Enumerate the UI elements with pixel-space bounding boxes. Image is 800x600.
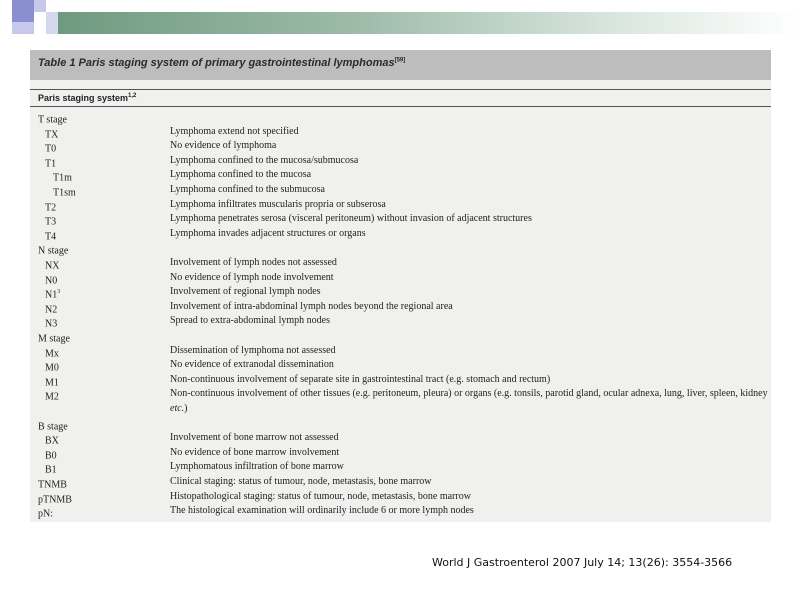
table-row — [30, 344, 771, 359]
staging-table — [30, 50, 771, 522]
table-row — [30, 314, 771, 329]
stage-code-text: N0 — [45, 274, 58, 286]
table-row — [30, 125, 771, 140]
decorative-square-small — [34, 0, 46, 12]
table-row — [30, 402, 771, 417]
stage-code-text: T1 — [45, 158, 57, 170]
top-decorative-band — [58, 12, 800, 34]
table-row — [30, 139, 771, 154]
citation: World J Gastroenterol 2007 July 14; 13(26): 3554-3566 — [432, 556, 733, 569]
stage-code-text: B1 — [45, 464, 57, 476]
table-header — [38, 93, 136, 103]
stage-description: The histological examination will ordinarily include 6 or more lymph nodes — [170, 505, 474, 517]
table-row — [30, 256, 771, 271]
table-row — [30, 212, 771, 227]
stage-description: No evidence of bone marrow involvement — [170, 446, 340, 458]
table-header-text: Paris staging system — [38, 93, 129, 103]
stage-code-text: M stage — [38, 333, 70, 345]
stage-description: Non-continuous involvement of separate site in gastrointestinal tract (e.g. stomach and rectum) — [170, 373, 551, 385]
stage-code-text: M1 — [45, 377, 59, 389]
stage-code-text: M0 — [45, 362, 59, 374]
table-title-text: Table 1 Paris staging system of primary gastrointestinal lymphomas — [38, 57, 395, 69]
stage-description: Clinical staging: status of tumour, node, metastasis, bone marrow — [170, 476, 432, 487]
stage-description: Involvement of regional lymph nodes — [170, 286, 321, 298]
stage-code-text: TNMB — [38, 479, 67, 491]
stage-code-text: NX — [45, 260, 60, 272]
stage-code-text: TX — [45, 128, 59, 140]
table-row — [30, 431, 771, 446]
table-title-bar — [30, 50, 771, 80]
header-rule-top — [30, 89, 771, 90]
etc-emphasis: etc. — [170, 402, 185, 414]
stage-description: Histopathological staging: status of tumour, node, metastasis, bone marrow — [170, 490, 471, 502]
stage-code-text: Mx — [45, 347, 59, 359]
table-row — [30, 110, 771, 125]
stage-description: Lymphoma confined to the submucosa — [170, 184, 325, 195]
table-row — [30, 387, 771, 414]
stage-description: Non-continuous involvement of other tissues (e.g. peritoneum, pleura) or organs (e.g. tonsils, parotid gland, ocular adnexa, lung, liver, spleen, kidney etc.) — [170, 388, 768, 414]
table-row — [30, 417, 771, 432]
stage-code-text: T1sm — [53, 187, 76, 199]
stage-code-text: T4 — [45, 231, 57, 243]
stage-code-text: M2 — [45, 391, 59, 403]
stage-description: Lymphoma confined to the mucosa/submucosa — [170, 154, 359, 166]
stage-code-text: T0 — [45, 143, 57, 155]
decorative-square-large — [12, 0, 34, 22]
stage-description: Lymphoma penetrates serosa (visceral peritoneum) without invasion of adjacent structures — [170, 213, 532, 225]
stage-code-text: N3 — [45, 318, 58, 330]
stage-description: No evidence of lymph node involvement — [170, 271, 334, 283]
table-title-reference: [59] — [394, 57, 406, 64]
stage-description: Lymphomatous infiltration of bone marrow — [170, 461, 344, 473]
table-row — [30, 198, 771, 213]
stage-code-text: B stage — [38, 420, 68, 432]
table-title — [38, 57, 405, 69]
stage-code-text: BX — [45, 435, 59, 447]
stage-description: No evidence of extranodal dissemination — [170, 359, 334, 371]
table-row — [30, 373, 771, 388]
table-row — [30, 227, 771, 242]
stage-code-text: N2 — [45, 304, 58, 316]
table-row — [30, 154, 771, 169]
decorative-square-bottom — [12, 22, 34, 34]
stage-code-text: pTNMB — [38, 493, 72, 505]
table-row — [30, 475, 771, 490]
stage-description: No evidence of lymphoma — [170, 140, 277, 152]
table-row — [30, 358, 771, 373]
table-row — [30, 168, 771, 183]
table-row — [30, 460, 771, 475]
header-rule-bottom — [30, 106, 771, 107]
stage-description: Lymphoma confined to the mucosa — [170, 169, 312, 181]
table-row — [30, 271, 771, 286]
stage-description: Lymphoma invades adjacent structures or organs — [170, 227, 366, 239]
stage-code-sup: 3 — [57, 289, 61, 296]
table-row — [30, 329, 771, 344]
stage-code-text: T2 — [45, 201, 57, 213]
table-row — [30, 241, 771, 256]
stage-code — [38, 504, 53, 521]
stage-code-text: N1 — [45, 289, 58, 301]
table-header-sup: 1,2 — [128, 93, 137, 99]
stage-description: Dissemination of lymphoma not assessed — [170, 344, 336, 356]
stage-description: Lymphoma extend not specified — [170, 125, 299, 137]
stage-description: Spread to extra-abdominal lymph nodes — [170, 315, 330, 327]
stage-code-text: T3 — [45, 216, 57, 228]
stage-code-text: T1m — [53, 172, 72, 184]
stage-code-text: N stage — [38, 245, 69, 257]
stage-description: Involvement of lymph nodes not assessed — [170, 257, 337, 268]
table-row — [30, 183, 771, 198]
table-row — [30, 504, 771, 519]
decorative-square-light — [46, 12, 58, 34]
stage-description: Involvement of intra-abdominal lymph nodes beyond the regional area — [170, 300, 453, 312]
table-row — [30, 490, 771, 505]
stage-description: Lymphoma infiltrates muscularis propria or subserosa — [170, 198, 386, 210]
table-row — [30, 285, 771, 300]
stage-code-text: B0 — [45, 450, 57, 462]
stage-code-text: T stage — [38, 114, 67, 126]
stage-description: Involvement of bone marrow not assessed — [170, 432, 339, 444]
table-row — [30, 446, 771, 461]
stage-code-text: pN: — [38, 508, 53, 520]
table-row — [30, 300, 771, 315]
